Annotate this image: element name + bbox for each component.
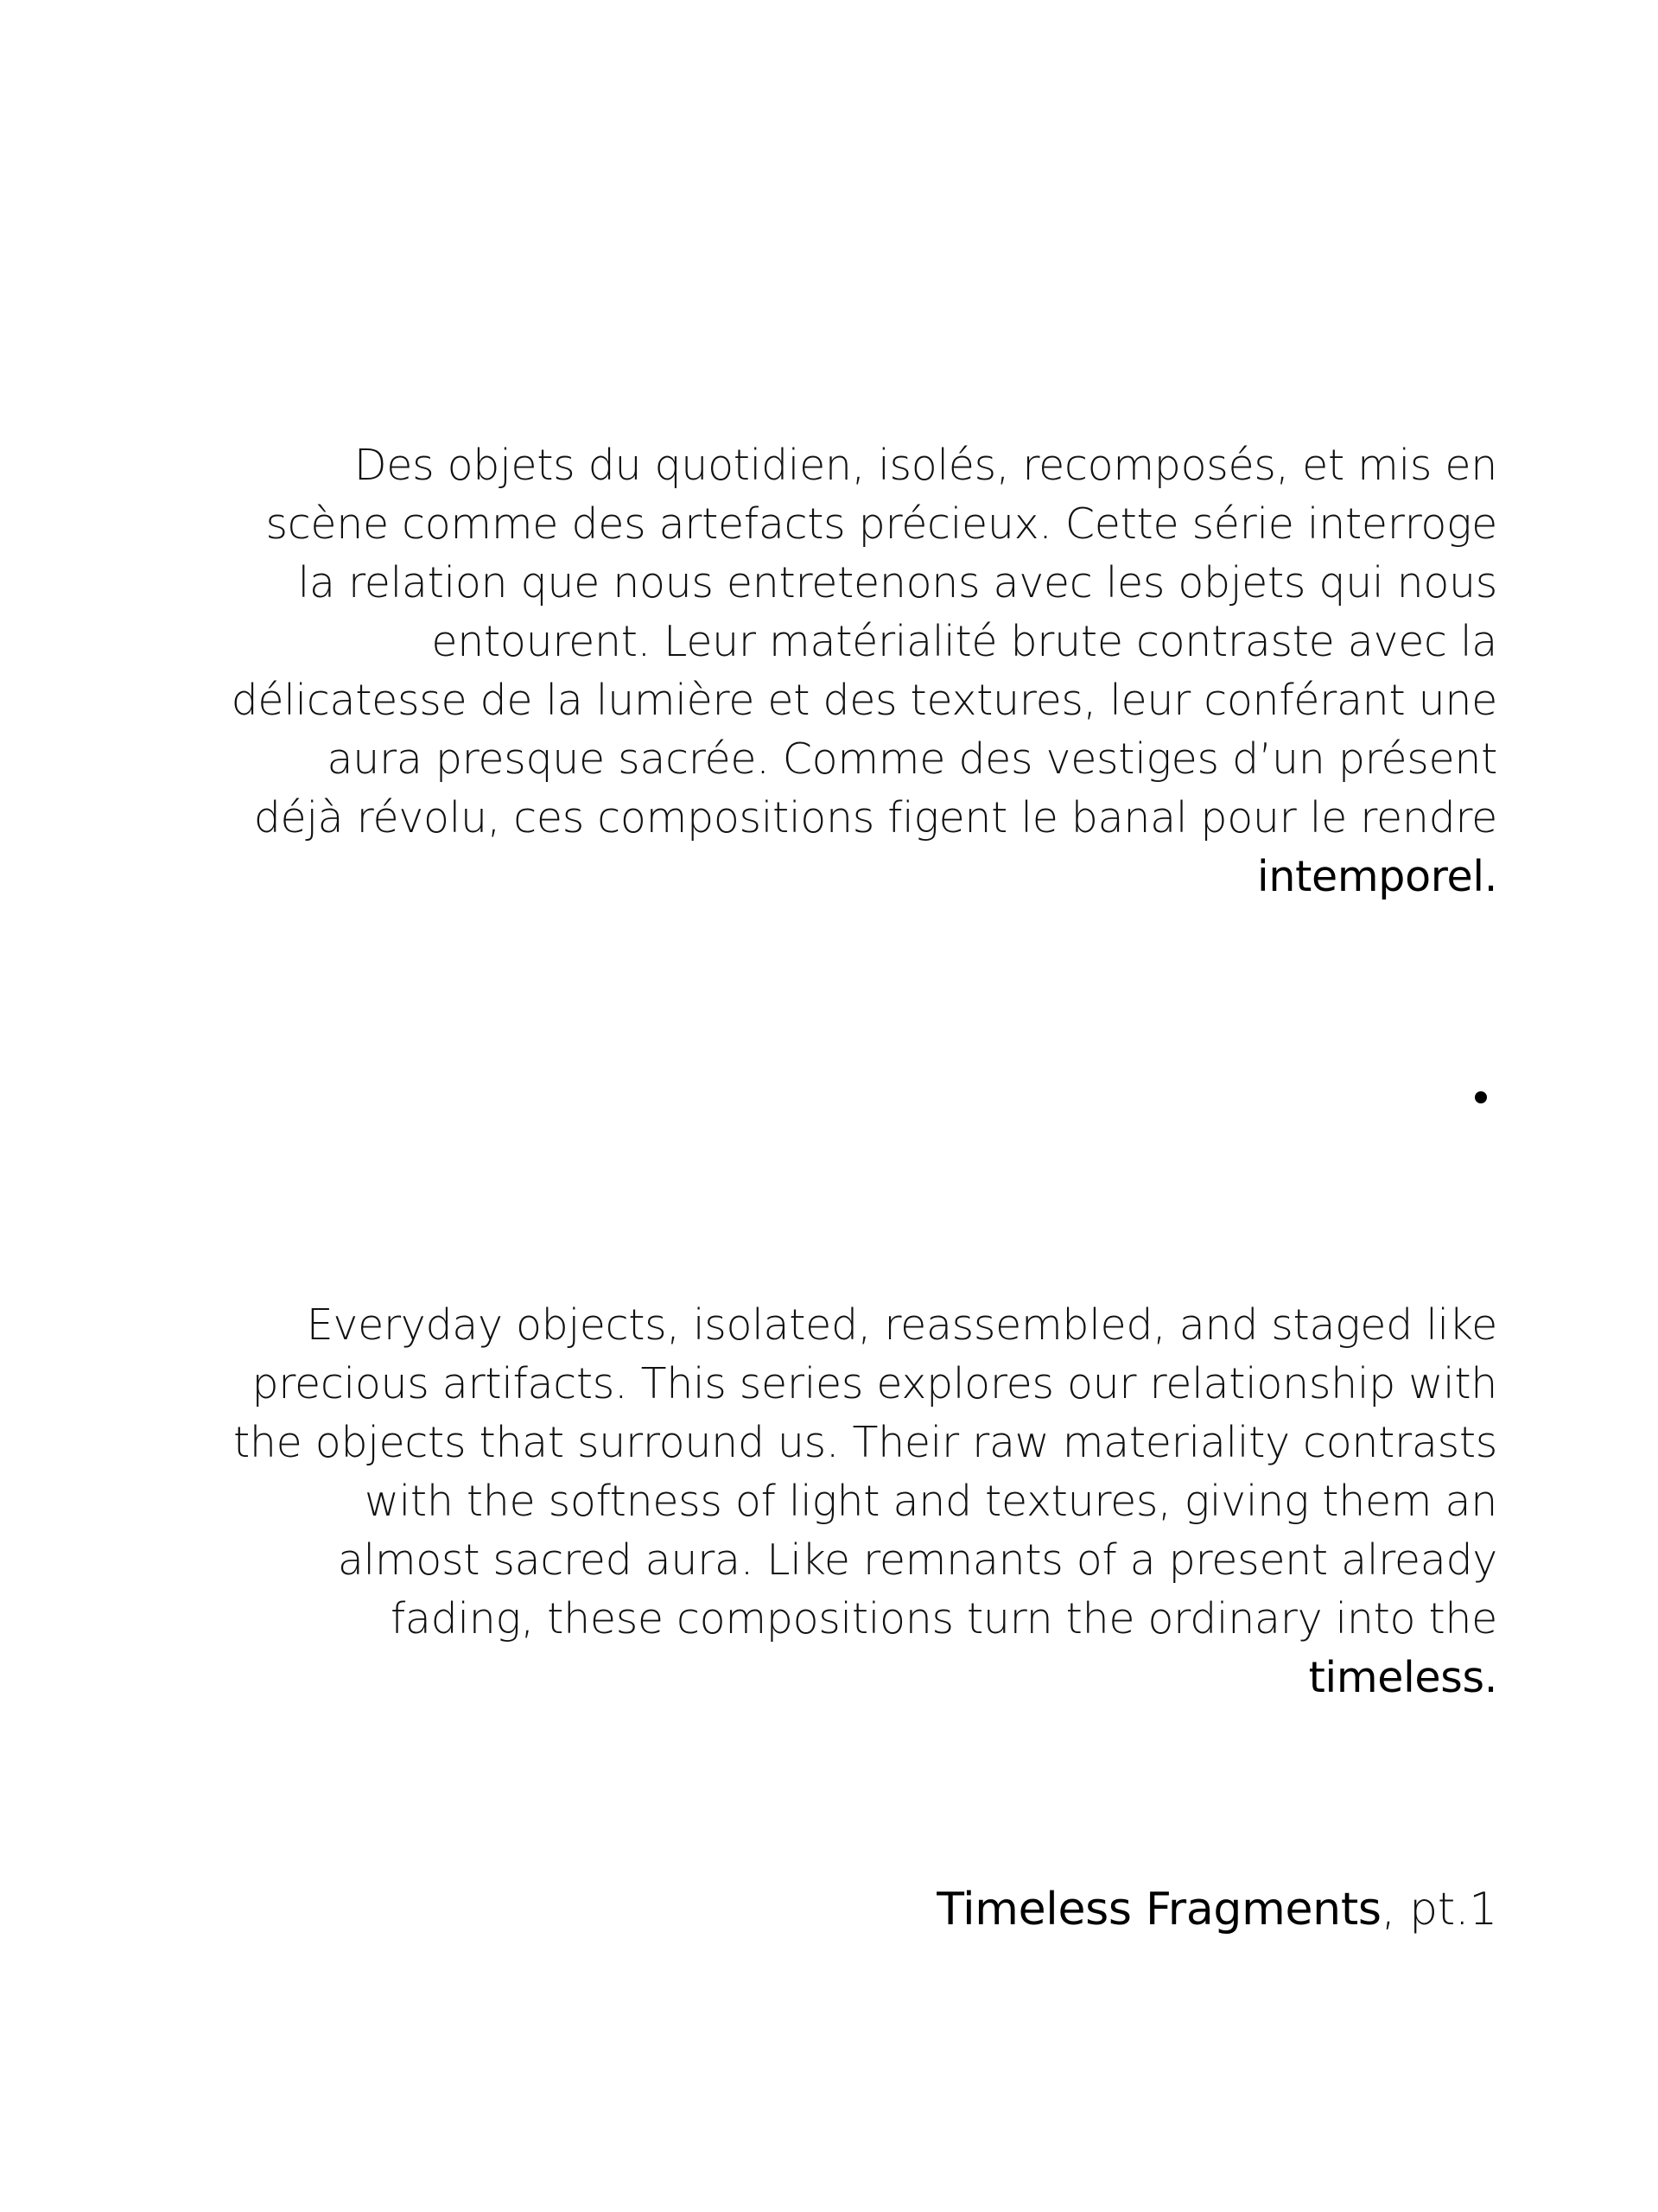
french-line: la relation que nous entretenons avec les objets qui nous xyxy=(297,558,1497,607)
series-name: Timeless Fragments xyxy=(937,1884,1382,1936)
french-line: aura presque sacrée. Comme des vestiges d’un présent xyxy=(327,734,1497,784)
english-line: precious artifacts. This series explores our relationship with xyxy=(251,1359,1497,1408)
english-statement xyxy=(149,1296,1497,1707)
french-line: scène comme des artefacts précieux. Cette série interroge xyxy=(265,499,1497,549)
series-title xyxy=(937,1880,1497,1939)
english-line: almost sacred aura. Like remnants of a present already xyxy=(337,1535,1497,1585)
french-line: Des objets du quotidien, isolés, recomposés, et mis en xyxy=(353,441,1497,490)
english-line: fading, these compositions turn the ordinary into the xyxy=(390,1594,1497,1643)
english-line: Everyday objects, isolated, reassembled, and staged like xyxy=(306,1300,1497,1350)
english-line: with the softness of light and textures, giving them an xyxy=(364,1477,1497,1526)
divider-dot xyxy=(1475,1091,1487,1103)
english-final-word: timeless. xyxy=(1308,1653,1497,1702)
english-line: the objects that surround us. Their raw materiality contrasts xyxy=(232,1418,1497,1467)
french-line: déjà révolu, ces compositions figent le banal pour le rendre xyxy=(253,793,1497,842)
series-part: , pt.1 xyxy=(1381,1884,1497,1936)
french-line: délicatesse de la lumière et des textures, leur conférant une xyxy=(231,676,1497,725)
french-line: entourent. Leur matérialité brute contraste avec la xyxy=(431,617,1497,666)
french-statement xyxy=(149,436,1497,906)
french-final-word: intemporel. xyxy=(1257,852,1497,901)
